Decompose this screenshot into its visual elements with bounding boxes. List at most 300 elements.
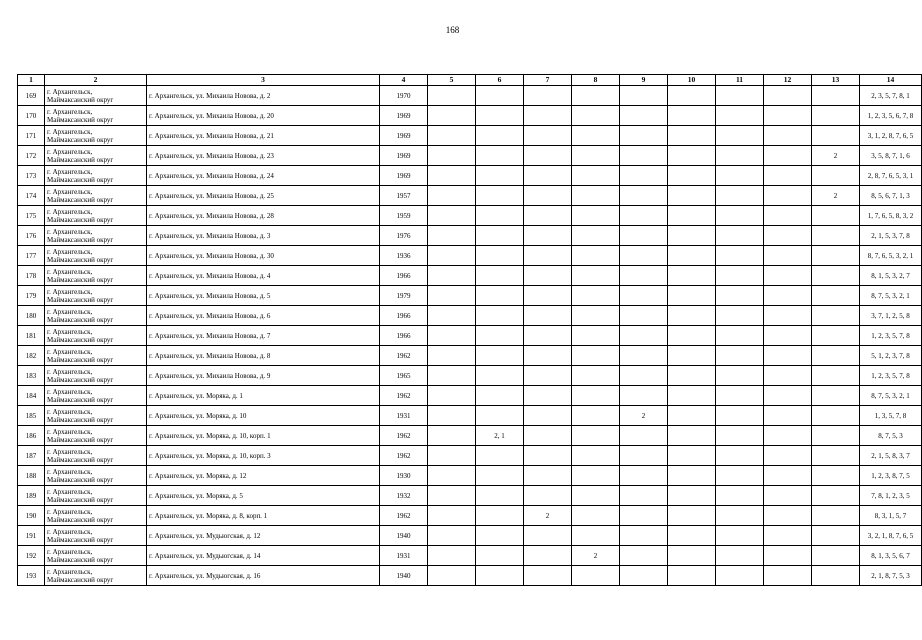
col10-cell [668,266,716,286]
year-cell: 1931 [380,546,428,566]
col8-cell [572,506,620,526]
locality-cell: г. Архангельск, Маймаксанский округ [45,246,147,266]
col9-cell [620,306,668,326]
col12-cell [764,326,812,346]
col5-cell [428,326,476,346]
table-row [18,286,922,306]
address-cell: г. Архангельск, ул. Моряка, д. 10, корп. 1 [147,426,380,446]
locality-cell: г. Архангельск, Маймаксанский округ [45,326,147,346]
col5-cell [428,86,476,106]
col12-cell [764,486,812,506]
year-cell: 1930 [380,466,428,486]
col10-cell [668,106,716,126]
col5-cell [428,166,476,186]
col13-cell [812,526,860,546]
address-cell: г. Архангельск, ул. Михаила Новова, д. 23 [147,146,380,166]
col11-cell [716,126,764,146]
col8-cell [572,226,620,246]
col5-cell [428,426,476,446]
locality-cell: г. Архангельск, Маймаксанский округ [45,506,147,526]
col10-cell [668,526,716,546]
col6-cell [476,526,524,546]
col5-cell [428,146,476,166]
col14-cell: 2, 1, 5, 8, 3, 7 [860,446,922,466]
col6-cell [476,106,524,126]
col9-cell [620,206,668,226]
col12-cell [764,506,812,526]
col11-cell [716,566,764,586]
col13-cell [812,106,860,126]
col14-cell: 2, 1, 8, 7, 5, 3 [860,566,922,586]
col12-cell [764,306,812,326]
col11-cell [716,186,764,206]
year-cell: 1969 [380,106,428,126]
col13-cell [812,166,860,186]
col12-cell [764,546,812,566]
table-row [18,226,922,246]
col8-cell [572,266,620,286]
col12-cell [764,146,812,166]
col9-cell [620,566,668,586]
table-row [18,566,922,586]
locality-cell: г. Архангельск, Маймаксанский округ [45,346,147,366]
col7-cell: 2 [524,506,572,526]
col11-cell [716,326,764,346]
table-row [18,106,922,126]
col13-cell [812,546,860,566]
year-cell: 1962 [380,446,428,466]
col13-cell: 2 [812,146,860,166]
column-header-7: 7 [524,75,572,86]
address-cell: г. Архангельск, ул. Мудьюгская, д. 16 [147,566,380,586]
col9-cell [620,126,668,146]
col10-cell [668,486,716,506]
row-number: 189 [18,486,45,506]
table-row [18,146,922,166]
col6-cell [476,226,524,246]
row-number: 172 [18,146,45,166]
table-row [18,466,922,486]
col14-cell: 7, 8, 1, 2, 3, 5 [860,486,922,506]
col8-cell [572,566,620,586]
col7-cell [524,306,572,326]
col8-cell [572,466,620,486]
col14-cell: 3, 5, 8, 7, 1, 6 [860,146,922,166]
table-row [18,546,922,566]
col12-cell [764,246,812,266]
row-number: 187 [18,446,45,466]
col14-cell: 2, 1, 5, 3, 7, 8 [860,226,922,246]
table-row [18,166,922,186]
row-number: 184 [18,386,45,406]
column-header-5: 5 [428,75,476,86]
row-number: 193 [18,566,45,586]
col8-cell [572,446,620,466]
address-cell: г. Архангельск, ул. Михаила Новова, д. 20 [147,106,380,126]
col7-cell [524,166,572,186]
col8-cell [572,366,620,386]
col9-cell [620,466,668,486]
table-row [18,406,922,426]
year-cell: 1976 [380,226,428,246]
col6-cell [476,466,524,486]
col6-cell [476,286,524,306]
year-cell: 1931 [380,406,428,426]
address-cell: г. Архангельск, ул. Мудьюгская, д. 14 [147,546,380,566]
header-row [18,75,922,86]
col5-cell [428,206,476,226]
col11-cell [716,546,764,566]
col8-cell [572,166,620,186]
col10-cell [668,386,716,406]
table-row [18,366,922,386]
col10-cell [668,546,716,566]
col9-cell [620,326,668,346]
address-cell: г. Архангельск, ул. Михаила Новова, д. 8 [147,346,380,366]
col11-cell [716,166,764,186]
col14-cell: 8, 3, 1, 5, 7 [860,506,922,526]
col12-cell [764,446,812,466]
col6-cell [476,126,524,146]
col8-cell [572,206,620,226]
col6-cell [476,146,524,166]
address-cell: г. Архангельск, ул. Михаила Новова, д. 3 [147,226,380,246]
col12-cell [764,466,812,486]
col9-cell [620,186,668,206]
address-cell: г. Архангельск, ул. Моряка, д. 1 [147,386,380,406]
col14-cell: 8, 7, 5, 3 [860,426,922,446]
col13-cell [812,206,860,226]
col13-cell [812,426,860,446]
col9-cell [620,366,668,386]
col11-cell [716,446,764,466]
column-header-1: 1 [18,75,45,86]
address-cell: г. Архангельск, ул. Михаила Новова, д. 7 [147,326,380,346]
col6-cell [476,346,524,366]
locality-cell: г. Архангельск, Маймаксанский округ [45,406,147,426]
year-cell: 1962 [380,386,428,406]
row-number: 185 [18,406,45,426]
col5-cell [428,346,476,366]
locality-cell: г. Архангельск, Маймаксанский округ [45,386,147,406]
col10-cell [668,506,716,526]
year-cell: 1966 [380,306,428,326]
col10-cell [668,206,716,226]
col10-cell [668,86,716,106]
year-cell: 1969 [380,146,428,166]
year-cell: 1979 [380,286,428,306]
col12-cell [764,86,812,106]
column-header-12: 12 [764,75,812,86]
locality-cell: г. Архангельск, Маймаксанский округ [45,466,147,486]
col5-cell [428,366,476,386]
column-header-2: 2 [45,75,147,86]
col10-cell [668,426,716,446]
col6-cell [476,386,524,406]
col5-cell [428,446,476,466]
col11-cell [716,426,764,446]
locality-cell: г. Архангельск, Маймаксанский округ [45,126,147,146]
col6-cell: 2, 1 [476,426,524,446]
table-row [18,246,922,266]
col5-cell [428,486,476,506]
col8-cell [572,406,620,426]
col9-cell: 2 [620,406,668,426]
row-number: 180 [18,306,45,326]
col8-cell [572,486,620,506]
col13-cell [812,406,860,426]
col14-cell: 8, 1, 5, 3, 2, 7 [860,266,922,286]
col13-cell [812,126,860,146]
col14-cell: 1, 2, 3, 5, 7, 8 [860,366,922,386]
address-cell: г. Архангельск, ул. Михаила Новова, д. 28 [147,206,380,226]
column-header-6: 6 [476,75,524,86]
col5-cell [428,126,476,146]
col11-cell [716,226,764,246]
year-cell: 1936 [380,246,428,266]
locality-cell: г. Архангельск, Маймаксанский округ [45,206,147,226]
col5-cell [428,406,476,426]
col14-cell: 1, 2, 3, 8, 7, 5 [860,466,922,486]
year-cell: 1965 [380,366,428,386]
col7-cell [524,526,572,546]
col5-cell [428,566,476,586]
col14-cell: 8, 7, 6, 5, 3, 2, 1 [860,246,922,266]
locality-cell: г. Архангельск, Маймаксанский округ [45,306,147,326]
col12-cell [764,386,812,406]
col13-cell [812,466,860,486]
address-cell: г. Архангельск, ул. Михаила Новова, д. 4 [147,266,380,286]
column-header-14: 14 [860,75,922,86]
col13-cell [812,266,860,286]
col11-cell [716,346,764,366]
locality-cell: г. Архангельск, Маймаксанский округ [45,266,147,286]
col12-cell [764,186,812,206]
col7-cell [524,246,572,266]
address-cell: г. Архангельск, ул. Михаила Новова, д. 2 [147,86,380,106]
address-cell: г. Архангельск, ул. Моряка, д. 10, корп. 3 [147,446,380,466]
col10-cell [668,566,716,586]
col12-cell [764,286,812,306]
col7-cell [524,266,572,286]
col8-cell [572,186,620,206]
col12-cell [764,406,812,426]
col6-cell [476,566,524,586]
col14-cell: 8, 7, 5, 3, 2, 1 [860,286,922,306]
column-header-13: 13 [812,75,860,86]
col8-cell [572,246,620,266]
address-cell: г. Архангельск, ул. Михаила Новова, д. 6 [147,306,380,326]
col9-cell [620,246,668,266]
col11-cell [716,506,764,526]
year-cell: 1969 [380,166,428,186]
row-number: 188 [18,466,45,486]
col7-cell [524,486,572,506]
col7-cell [524,326,572,346]
col5-cell [428,506,476,526]
row-number: 191 [18,526,45,546]
locality-cell: г. Архангельск, Маймаксанский округ [45,166,147,186]
col9-cell [620,166,668,186]
col10-cell [668,186,716,206]
col12-cell [764,166,812,186]
col11-cell [716,146,764,166]
col9-cell [620,146,668,166]
col12-cell [764,206,812,226]
row-number: 179 [18,286,45,306]
row-number: 181 [18,326,45,346]
col6-cell [476,546,524,566]
col6-cell [476,366,524,386]
col13-cell [812,486,860,506]
col5-cell [428,526,476,546]
col11-cell [716,526,764,546]
col13-cell [812,346,860,366]
col10-cell [668,306,716,326]
locality-cell: г. Архангельск, Маймаксанский округ [45,226,147,246]
col12-cell [764,566,812,586]
col5-cell [428,106,476,126]
col8-cell [572,106,620,126]
year-cell: 1966 [380,326,428,346]
row-number: 169 [18,86,45,106]
col10-cell [668,286,716,306]
col5-cell [428,286,476,306]
col5-cell [428,386,476,406]
col8-cell [572,346,620,366]
col12-cell [764,346,812,366]
col10-cell [668,446,716,466]
col9-cell [620,86,668,106]
col13-cell: 2 [812,186,860,206]
table-row [18,326,922,346]
row-number: 182 [18,346,45,366]
col8-cell [572,126,620,146]
address-cell: г. Архангельск, ул. Михаила Новова, д. 24 [147,166,380,186]
col6-cell [476,326,524,346]
table-row [18,426,922,446]
col13-cell [812,306,860,326]
column-header-8: 8 [572,75,620,86]
year-cell: 1962 [380,506,428,526]
year-cell: 1962 [380,426,428,446]
col10-cell [668,226,716,246]
col13-cell [812,386,860,406]
col11-cell [716,86,764,106]
row-number: 190 [18,506,45,526]
row-number: 192 [18,546,45,566]
col10-cell [668,366,716,386]
col7-cell [524,426,572,446]
row-number: 173 [18,166,45,186]
col13-cell [812,326,860,346]
row-number: 174 [18,186,45,206]
col10-cell [668,406,716,426]
address-cell: г. Архангельск, ул. Моряка, д. 10 [147,406,380,426]
table-row [18,306,922,326]
col14-cell: 8, 5, 6, 7, 1, 3 [860,186,922,206]
data-table [17,74,922,586]
col7-cell [524,186,572,206]
col8-cell [572,86,620,106]
table-row [18,526,922,546]
year-cell: 1962 [380,346,428,366]
col14-cell: 3, 1, 2, 8, 7, 6, 5 [860,126,922,146]
column-header-11: 11 [716,75,764,86]
table-row [18,186,922,206]
table-row [18,206,922,226]
col8-cell [572,146,620,166]
col14-cell: 2, 3, 5, 7, 8, 1 [860,86,922,106]
col8-cell [572,386,620,406]
address-cell: г. Архангельск, ул. Моряка, д. 12 [147,466,380,486]
year-cell: 1959 [380,206,428,226]
col13-cell [812,226,860,246]
col12-cell [764,366,812,386]
col6-cell [476,166,524,186]
col9-cell [620,286,668,306]
row-number: 171 [18,126,45,146]
col12-cell [764,126,812,146]
col6-cell [476,266,524,286]
locality-cell: г. Архангельск, Маймаксанский округ [45,526,147,546]
col8-cell [572,526,620,546]
col14-cell: 2, 8, 7, 6, 5, 3, 1 [860,166,922,186]
col14-cell: 1, 2, 3, 5, 7, 8 [860,326,922,346]
col7-cell [524,206,572,226]
col8-cell [572,306,620,326]
locality-cell: г. Архангельск, Маймаксанский округ [45,546,147,566]
col9-cell [620,546,668,566]
col7-cell [524,126,572,146]
address-cell: г. Архангельск, ул. Михаила Новова, д. 9 [147,366,380,386]
row-number: 186 [18,426,45,446]
col5-cell [428,466,476,486]
year-cell: 1966 [380,266,428,286]
col11-cell [716,206,764,226]
col11-cell [716,366,764,386]
col14-cell: 5, 1, 2, 3, 7, 8 [860,346,922,366]
col11-cell [716,486,764,506]
col7-cell [524,226,572,246]
col9-cell [620,526,668,546]
col11-cell [716,106,764,126]
address-cell: г. Архангельск, ул. Михаила Новова, д. 5 [147,286,380,306]
page-number: 168 [445,25,460,35]
row-number: 176 [18,226,45,246]
col10-cell [668,466,716,486]
year-cell: 1940 [380,566,428,586]
col11-cell [716,306,764,326]
col14-cell: 3, 7, 1, 2, 5, 8 [860,306,922,326]
table-row [18,486,922,506]
year-cell: 1970 [380,86,428,106]
column-header-10: 10 [668,75,716,86]
col7-cell [524,366,572,386]
col9-cell [620,446,668,466]
row-number: 183 [18,366,45,386]
year-cell: 1969 [380,126,428,146]
col14-cell: 8, 1, 3, 5, 6, 7 [860,546,922,566]
row-number: 177 [18,246,45,266]
col6-cell [476,186,524,206]
row-number: 170 [18,106,45,126]
year-cell: 1932 [380,486,428,506]
col11-cell [716,286,764,306]
col10-cell [668,346,716,366]
row-number: 178 [18,266,45,286]
col6-cell [476,306,524,326]
